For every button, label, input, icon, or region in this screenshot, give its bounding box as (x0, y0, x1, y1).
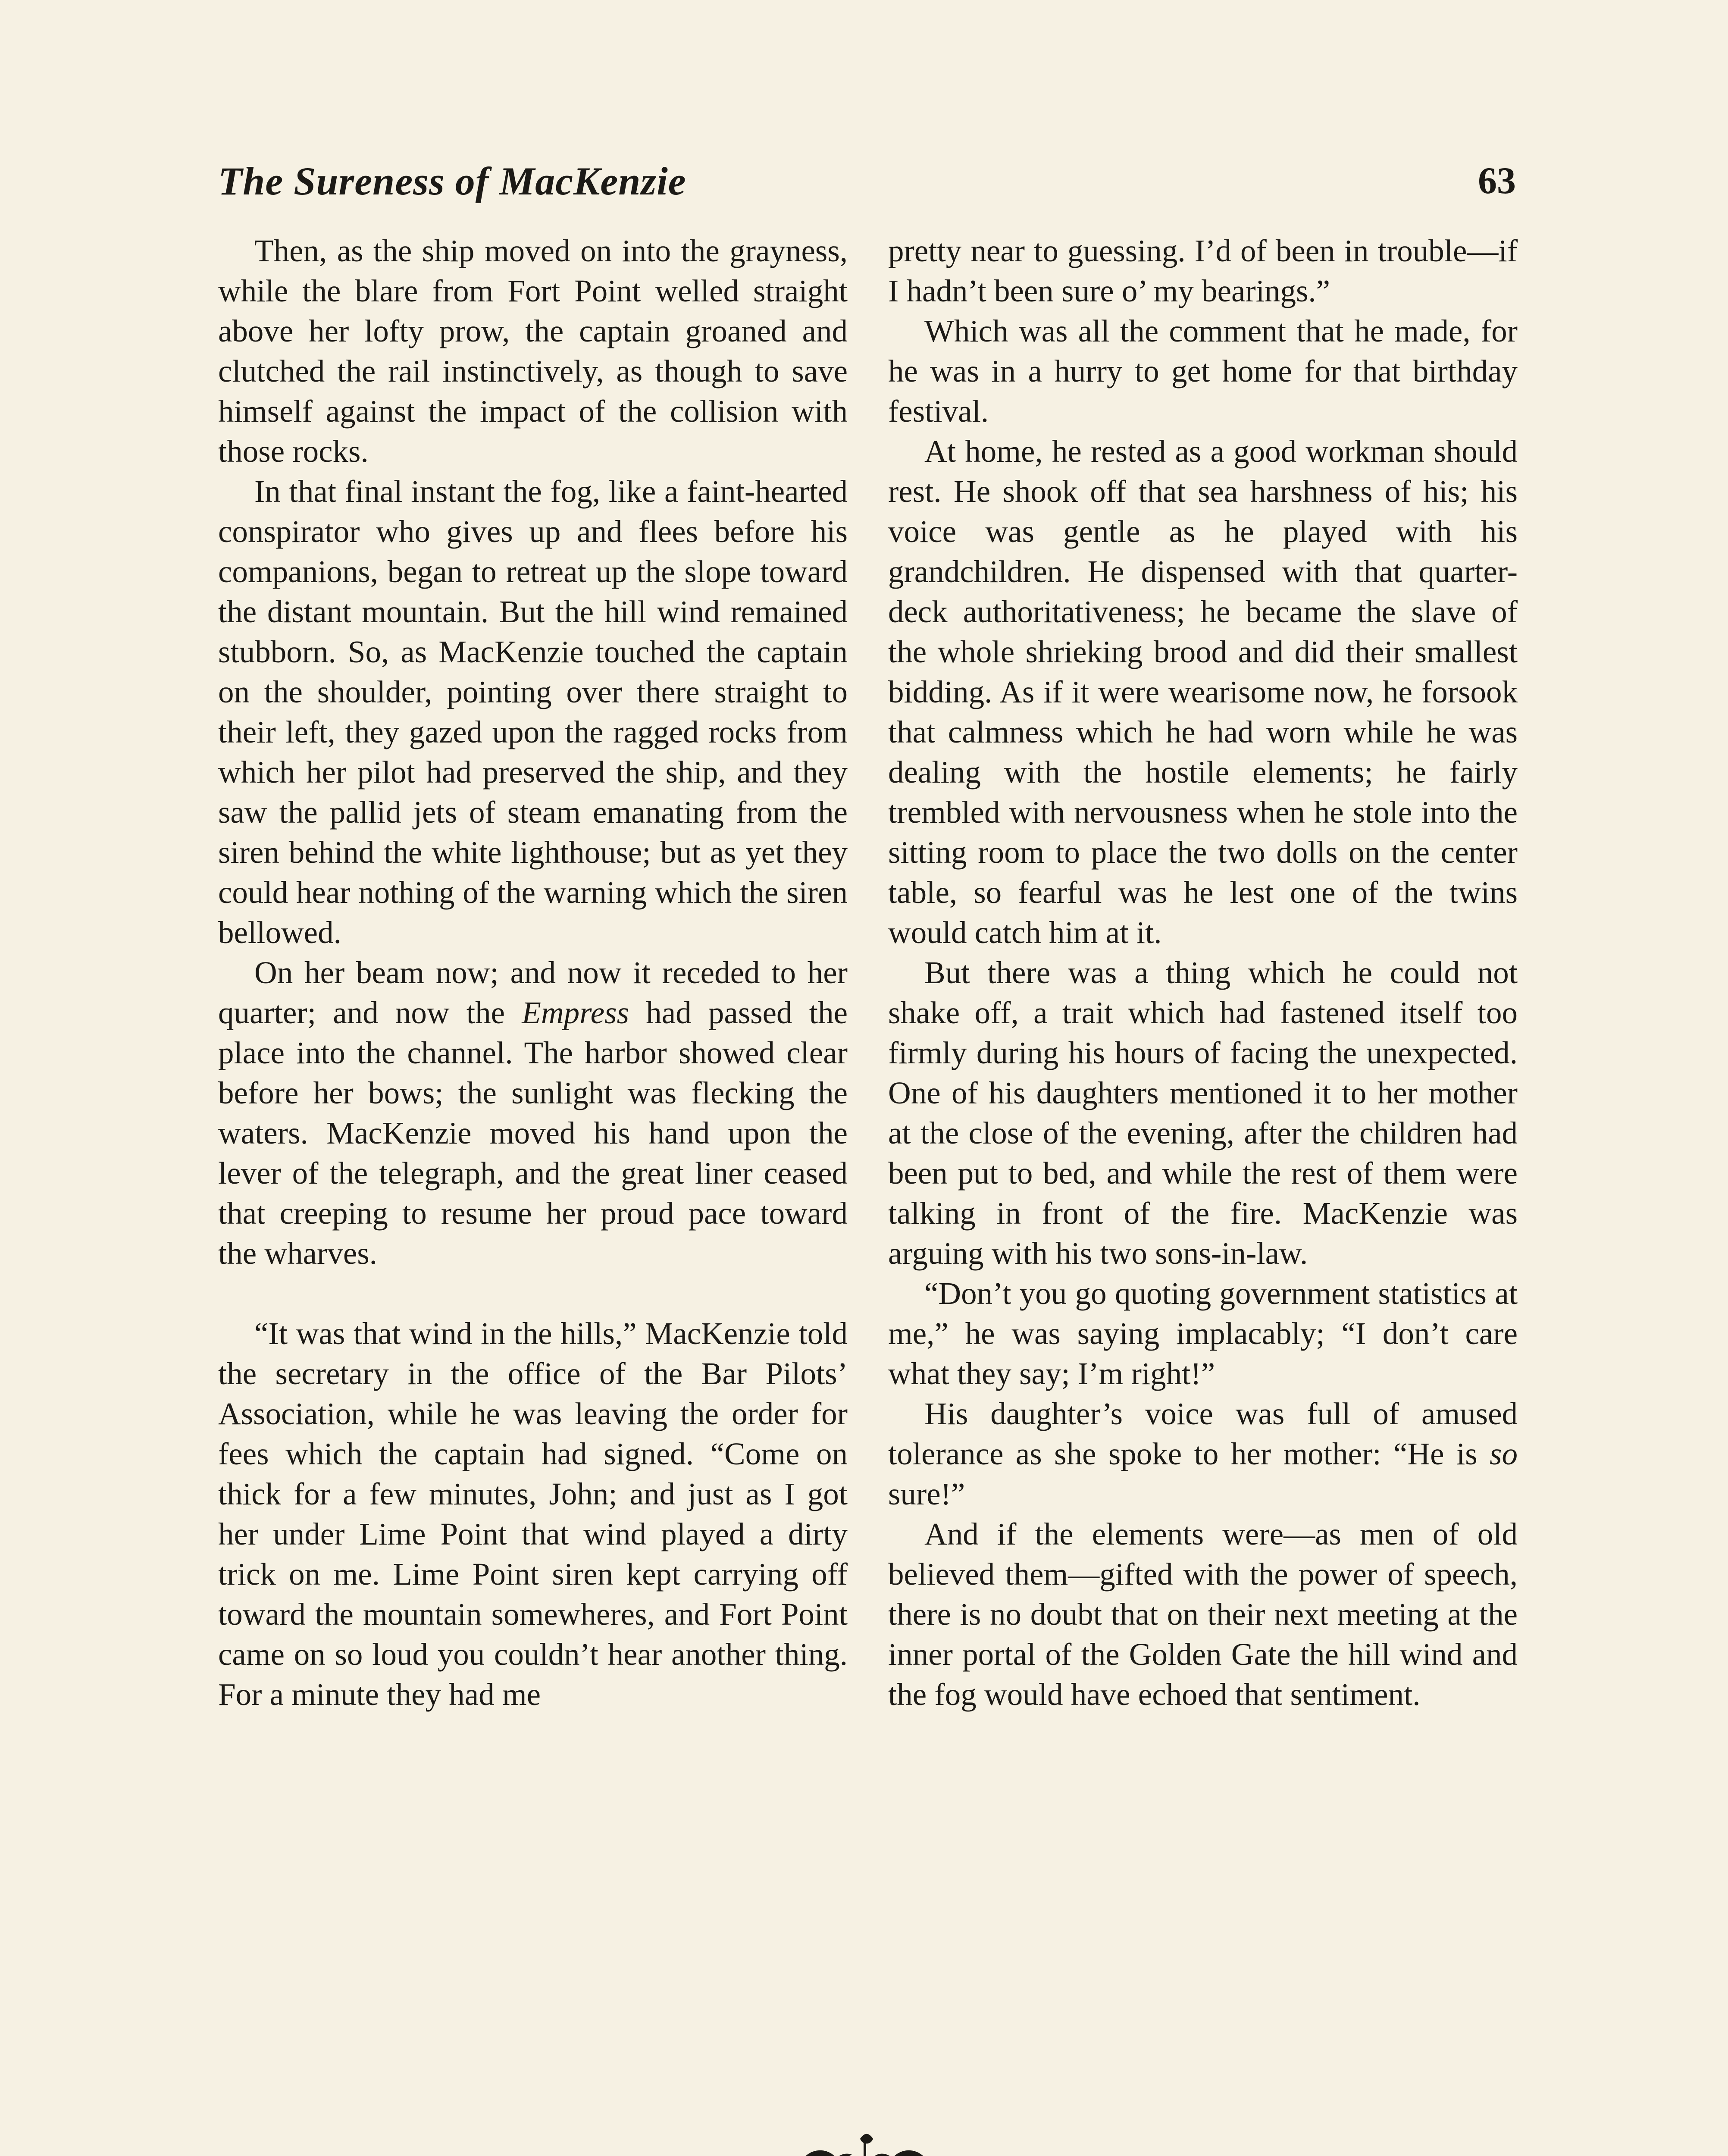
emphasis: so (1490, 1436, 1518, 1471)
right-column (888, 231, 1518, 1714)
paragraph (218, 953, 848, 1273)
paragraph-text: had passed the place into the channel. The harbor showed clear before her bows; the sunlight was flecking the waters. MacKenzie moved his hand upon the lever of the telegraph, and the great liner ceased that creeping to resume her proud pace toward the wharves. (218, 995, 848, 1271)
paragraph-text: On her beam now; and now it receded to her quarter; and now the (218, 955, 848, 1030)
left-column (218, 231, 848, 1714)
paragraph: Which was all the comment that he made, for he was in a hurry to get home for that birthday festival. (888, 313, 1518, 429)
paragraph: Then, as the ship moved on into the grayness, while the blare from Fort Point welled straight above her lofty prow, the captain groaned and clutched the rail instinctively, as though to save himself against the impact of the collision with those rocks. (218, 233, 848, 469)
paragraph-continued: pretty near to guessing. I’d of been in trouble—if I hadn’t been sure o’ my bearings.” (888, 233, 1518, 308)
paragraph: But there was a thing which he could not shake off, a trait which had fastened itself too firmly during his hours of facing the unexpected. One of his daughters mentioned it to her mother at the close of the evening, after the children had been put to bed, and while the rest of them were talking in front of the fire. MacKenzie was arguing with his two sons-in-law. (888, 955, 1518, 1271)
floral-tailpiece-icon (785, 2130, 944, 2156)
section-break (218, 1273, 848, 1313)
page-number: 63 (1478, 160, 1516, 202)
paragraph-text: sure!” (888, 1476, 965, 1511)
paragraph: And if the elements were—as men of old believed them—gifted with the power of speech, there is no doubt that on their next meeting at the inner portal of the Golden Gate the hill wind and the fog would have echoed that sentiment. (888, 1517, 1518, 1712)
paragraph: “Don’t you go quoting government statistics at me,” he was saying implacably; “I don’t care what they say; I’m right!” (888, 1276, 1518, 1391)
ship-name: Empress (522, 995, 629, 1030)
paragraph-text: His daughter’s voice was full of amused tolerance as she spoke to her mother: “He is (888, 1396, 1518, 1471)
paragraph: At home, he rested as a good workman should rest. He shook off that sea harshness of his; his voice was gentle as he played with his grandchildren. He dispensed with that quarter-deck authoritativeness; he became the slave of the whole shrieking brood and did their smallest bidding. As if it were wearisome now, he forsook that calmness which he had worn while he was dealing with the hostile elements; he fairly trembled with nervousness when he stole into the sitting room to place the two dolls on the center table, so fearful was he lest one of the twins would catch him at it. (888, 434, 1518, 950)
paragraph: “It was that wind in the hills,” MacKenzie told the secretary in the office of the Bar Pilots’ Association, while he was leaving the order for fees which the captain had signed. “Come on thick for a few minutes, John; and just as I got her under Lime Point that wind played a dirty trick on me. Lime Point siren kept carrying off toward the mountain somewheres, and Fort Point came on so loud you couldn’t hear another thing. For a minute they had me (218, 1316, 848, 1712)
running-head (218, 151, 1516, 211)
paragraph: In that final instant the fog, like a faint-hearted conspirator who gives up and flees before his companions, began to retreat up the slope toward the distant mountain. But the hill wind remained stubborn. So, as MacKenzie touched the captain on the shoulder, pointing over there straight to their left, they gazed upon the ragged rocks from which her pilot had preserved the ship, and they saw the pallid jets of steam emanating from the siren behind the white lighthouse; but as yet they could hear nothing of the warning which the siren bellowed. (218, 474, 848, 950)
running-title: The Sureness of MacKenzie (218, 159, 686, 203)
paragraph (888, 1394, 1518, 1514)
